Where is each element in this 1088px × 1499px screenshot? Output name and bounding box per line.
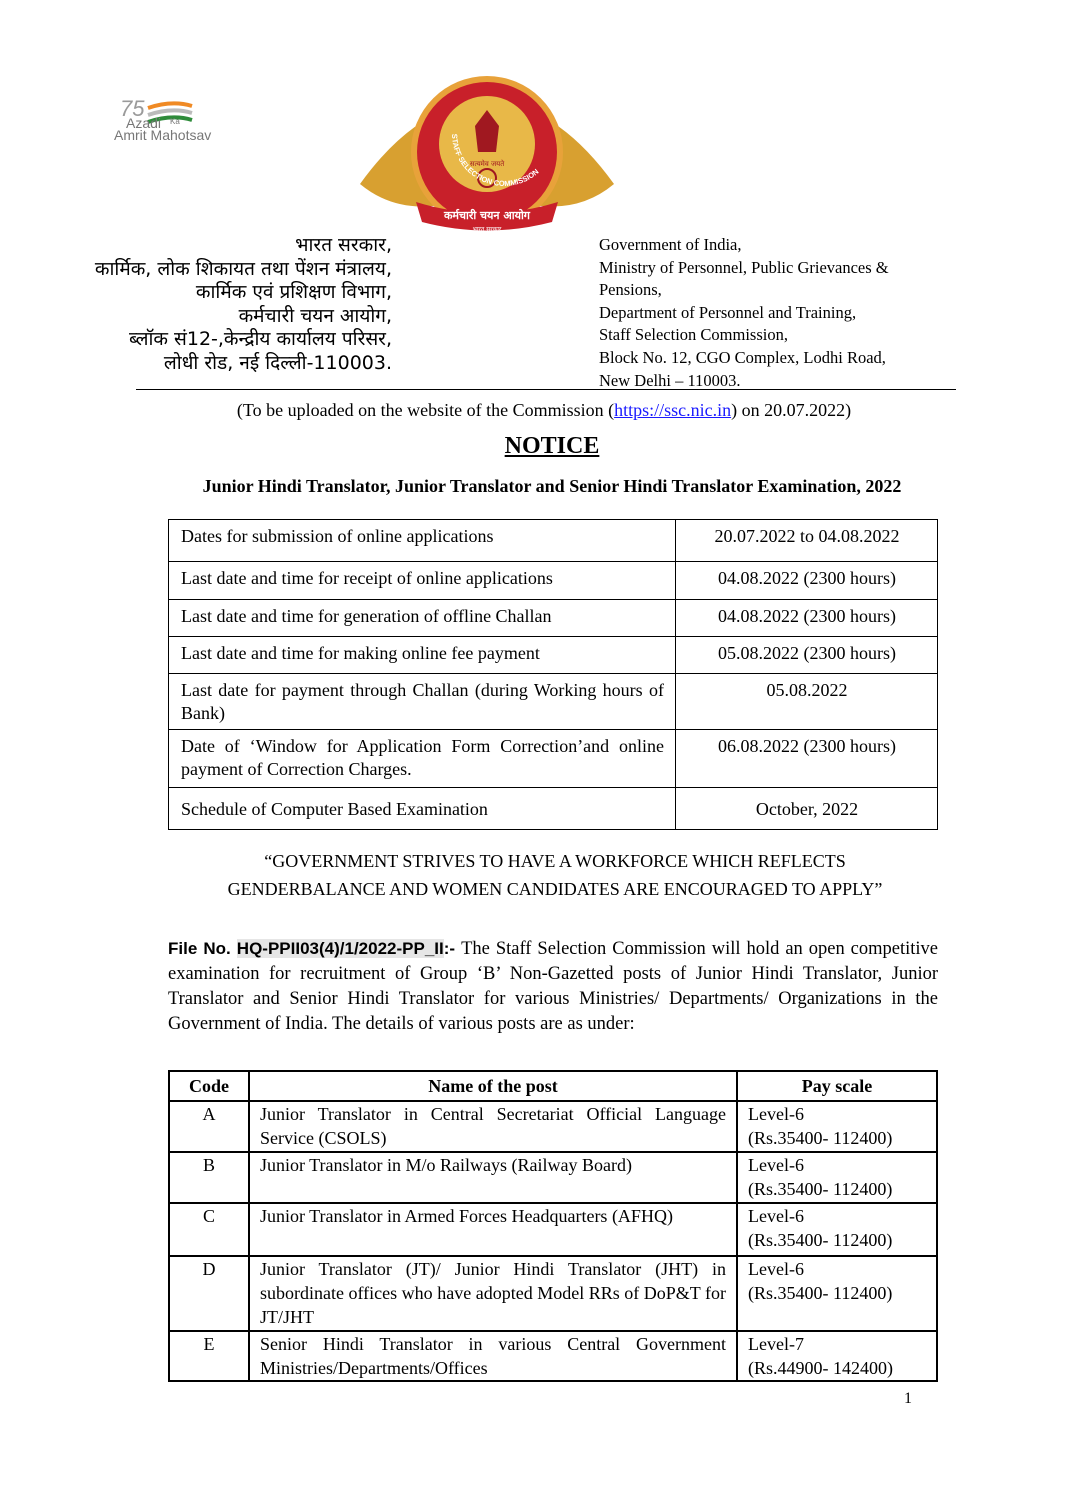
upload-note [0,400,1088,421]
schedule-value: 06.08.2022 (2300 hours) [676,730,938,788]
schedule-label: Last date and time for generation of offline Challan [169,600,676,637]
english-address-line: Staff Selection Commission, [599,325,788,345]
azadi-ka-amrit-mahotsav-logo [112,96,282,146]
schedule-label: Last date for payment through Challan (during Working hours of Bank) [169,674,676,730]
post-code: B [169,1152,249,1203]
post-code: E [169,1331,249,1381]
pay-level: Level-6 [748,1259,804,1279]
pay-level: Level-6 [748,1104,804,1124]
banner-hindi-name: कर्मचारी चयन आयोग [443,209,531,222]
post-code: C [169,1203,249,1256]
logo-azadi: Azadi [126,115,162,131]
hindi-address-line: कर्मचारी चयन आयोग, [238,304,392,327]
pay-range: (Rs.35400- 112400) [748,1230,893,1250]
hindi-address-line: ब्लॉक सं12-,केन्द्रीय कार्यालय परिसर, [128,328,392,350]
notice-title: NOTICE [504,433,600,459]
file-label: File No. [168,939,237,958]
logo-ka: Ka [170,117,180,126]
upload-note-after: ) on 20.07.2022) [731,400,852,420]
schedule-label: Schedule of Computer Based Examination [169,788,676,830]
page-number: 1 [904,1390,912,1407]
english-address-line: Block No. 12, CGO Complex, Lodhi Road, [599,347,886,367]
slogan: “GOVERNMENT STRIVES TO HAVE A WORKFORCE WHICH REFLECTS GENDERBALANCE AND WOMEN CANDIDATES ARE ENCOURAGED TO APPLY” [227,851,883,899]
upload-note-before: (To be uploaded on the website of the Commission ( [236,400,615,420]
pay-range: (Rs.35400- 112400) [748,1179,893,1199]
ssc-emblem-logo [356,74,618,234]
hindi-address-line: भारत सरकार, [295,234,392,256]
post-code: A [169,1101,249,1152]
schedule-row [169,562,938,600]
post-code: D [169,1256,249,1331]
schedule-row [169,520,938,562]
header-post-name: Name of the post [249,1071,737,1101]
hindi-address-block [32,234,392,375]
post-name: Junior Translator in Central Secretariat Official Language Service (CSOLS) [249,1101,737,1152]
table-row [169,1152,937,1203]
schedule-row [169,674,938,730]
english-address-line: Department of Personnel and Training, [599,302,857,322]
pay-scale [737,1256,937,1331]
pay-scale [737,1203,937,1256]
website-link[interactable]: https://ssc.nic.in [614,400,732,420]
schedule-row [169,600,938,637]
pay-scale [737,1152,937,1203]
schedule-label: Last date and time for receipt of online applications [169,562,676,600]
intro-text: The Staff Selection Commission will hold an open competitive examination for recruitment of Group ‘B’ Non-Gazetted posts of Junior Hindi Translator, Junior Translator and Senior Hindi Translator for various Ministries/ Departments/ Organizations in the Government of India. The details of various posts are as under: [168,939,938,1034]
emblem-motto: सत्यमेव जयते [469,160,505,168]
schedule-value: 05.08.2022 [676,674,938,730]
pay-scale [737,1331,937,1381]
table-row [169,1256,937,1331]
pay-level: Level-7 [748,1334,804,1354]
schedule-value: October, 2022 [676,788,938,830]
schedule-label: Dates for submission of online applications [169,520,676,562]
pay-scale [737,1101,937,1152]
hindi-address-line: लोधी रोड, नई दिल्ली-110003. [163,351,392,374]
schedule-value: 20.07.2022 to 04.08.2022 [676,520,938,562]
hindi-address-line: कार्मिक एवं प्रशिक्षण विभाग, [195,281,392,303]
schedule-value: 04.08.2022 (2300 hours) [676,600,938,637]
table-row [169,1331,937,1381]
intro-paragraph [168,936,938,1037]
english-address-line: Ministry of Personnel, Public Grievances & [599,257,889,277]
english-address-line: Government of India, [599,235,742,254]
hindi-address-line: कार्मिक, लोक शिकायत तथा पेंशन मंत्रालय, [94,257,392,280]
schedule-table [168,519,938,830]
table-row [169,1203,937,1256]
pay-range: (Rs.35400- 112400) [748,1283,893,1303]
file-number: HQ-PPII03(4)/1/2022-PP_II [236,939,444,958]
emblem-arc-text: STAFF SELECTION COMMISSION [449,133,541,189]
logo-amrit-mahotsav: Amrit Mahotsav [114,127,212,143]
english-address-line: New Delhi – 110003. [599,370,741,390]
banner-hindi-sub: भारत सरकार [472,226,502,233]
schedule-value: 05.08.2022 (2300 hours) [676,637,938,674]
logo-number: 75 [120,96,145,121]
english-address-line: Pensions, [599,280,662,300]
schedule-row [169,637,938,674]
post-name: Junior Translator in Armed Forces Headquarters (AFHQ) [249,1203,737,1256]
pay-range: (Rs.44900- 142400) [748,1358,893,1378]
pay-range: (Rs.35400- 112400) [748,1128,893,1148]
table-row [169,1101,937,1152]
file-separator: :- [443,939,462,958]
post-name: Junior Translator (JT)/ Junior Hindi Translator (JHT) in subordinate offices who have adopted Model RRs of DoP&T for JT/JHT [249,1256,737,1331]
schedule-row [169,788,938,830]
header-code: Code [169,1071,249,1101]
posts-table [168,1070,938,1382]
schedule-label: Last date and time for making online fee payment [169,637,676,674]
pay-level: Level-6 [748,1155,804,1175]
pay-level: Level-6 [748,1206,804,1226]
schedule-row [169,730,938,788]
schedule-value: 04.08.2022 (2300 hours) [676,562,938,600]
header-pay-scale: Pay scale [737,1071,937,1101]
english-address-block [599,234,949,392]
posts-header-row [169,1071,937,1101]
post-name: Senior Hindi Translator in various Central Government Ministries/Departments/Offices [249,1331,737,1381]
post-name: Junior Translator in M/o Railways (Railway Board) [249,1152,737,1203]
flag-stripe-saffron [148,103,192,108]
schedule-label: Date of ‘Window for Application Form Correction’and online payment of Correction Charges. [169,730,676,788]
exam-title: Junior Hindi Translator, Junior Translator and Senior Hindi Translator Examination, 2022 [202,476,902,496]
header-divider [136,389,956,390]
